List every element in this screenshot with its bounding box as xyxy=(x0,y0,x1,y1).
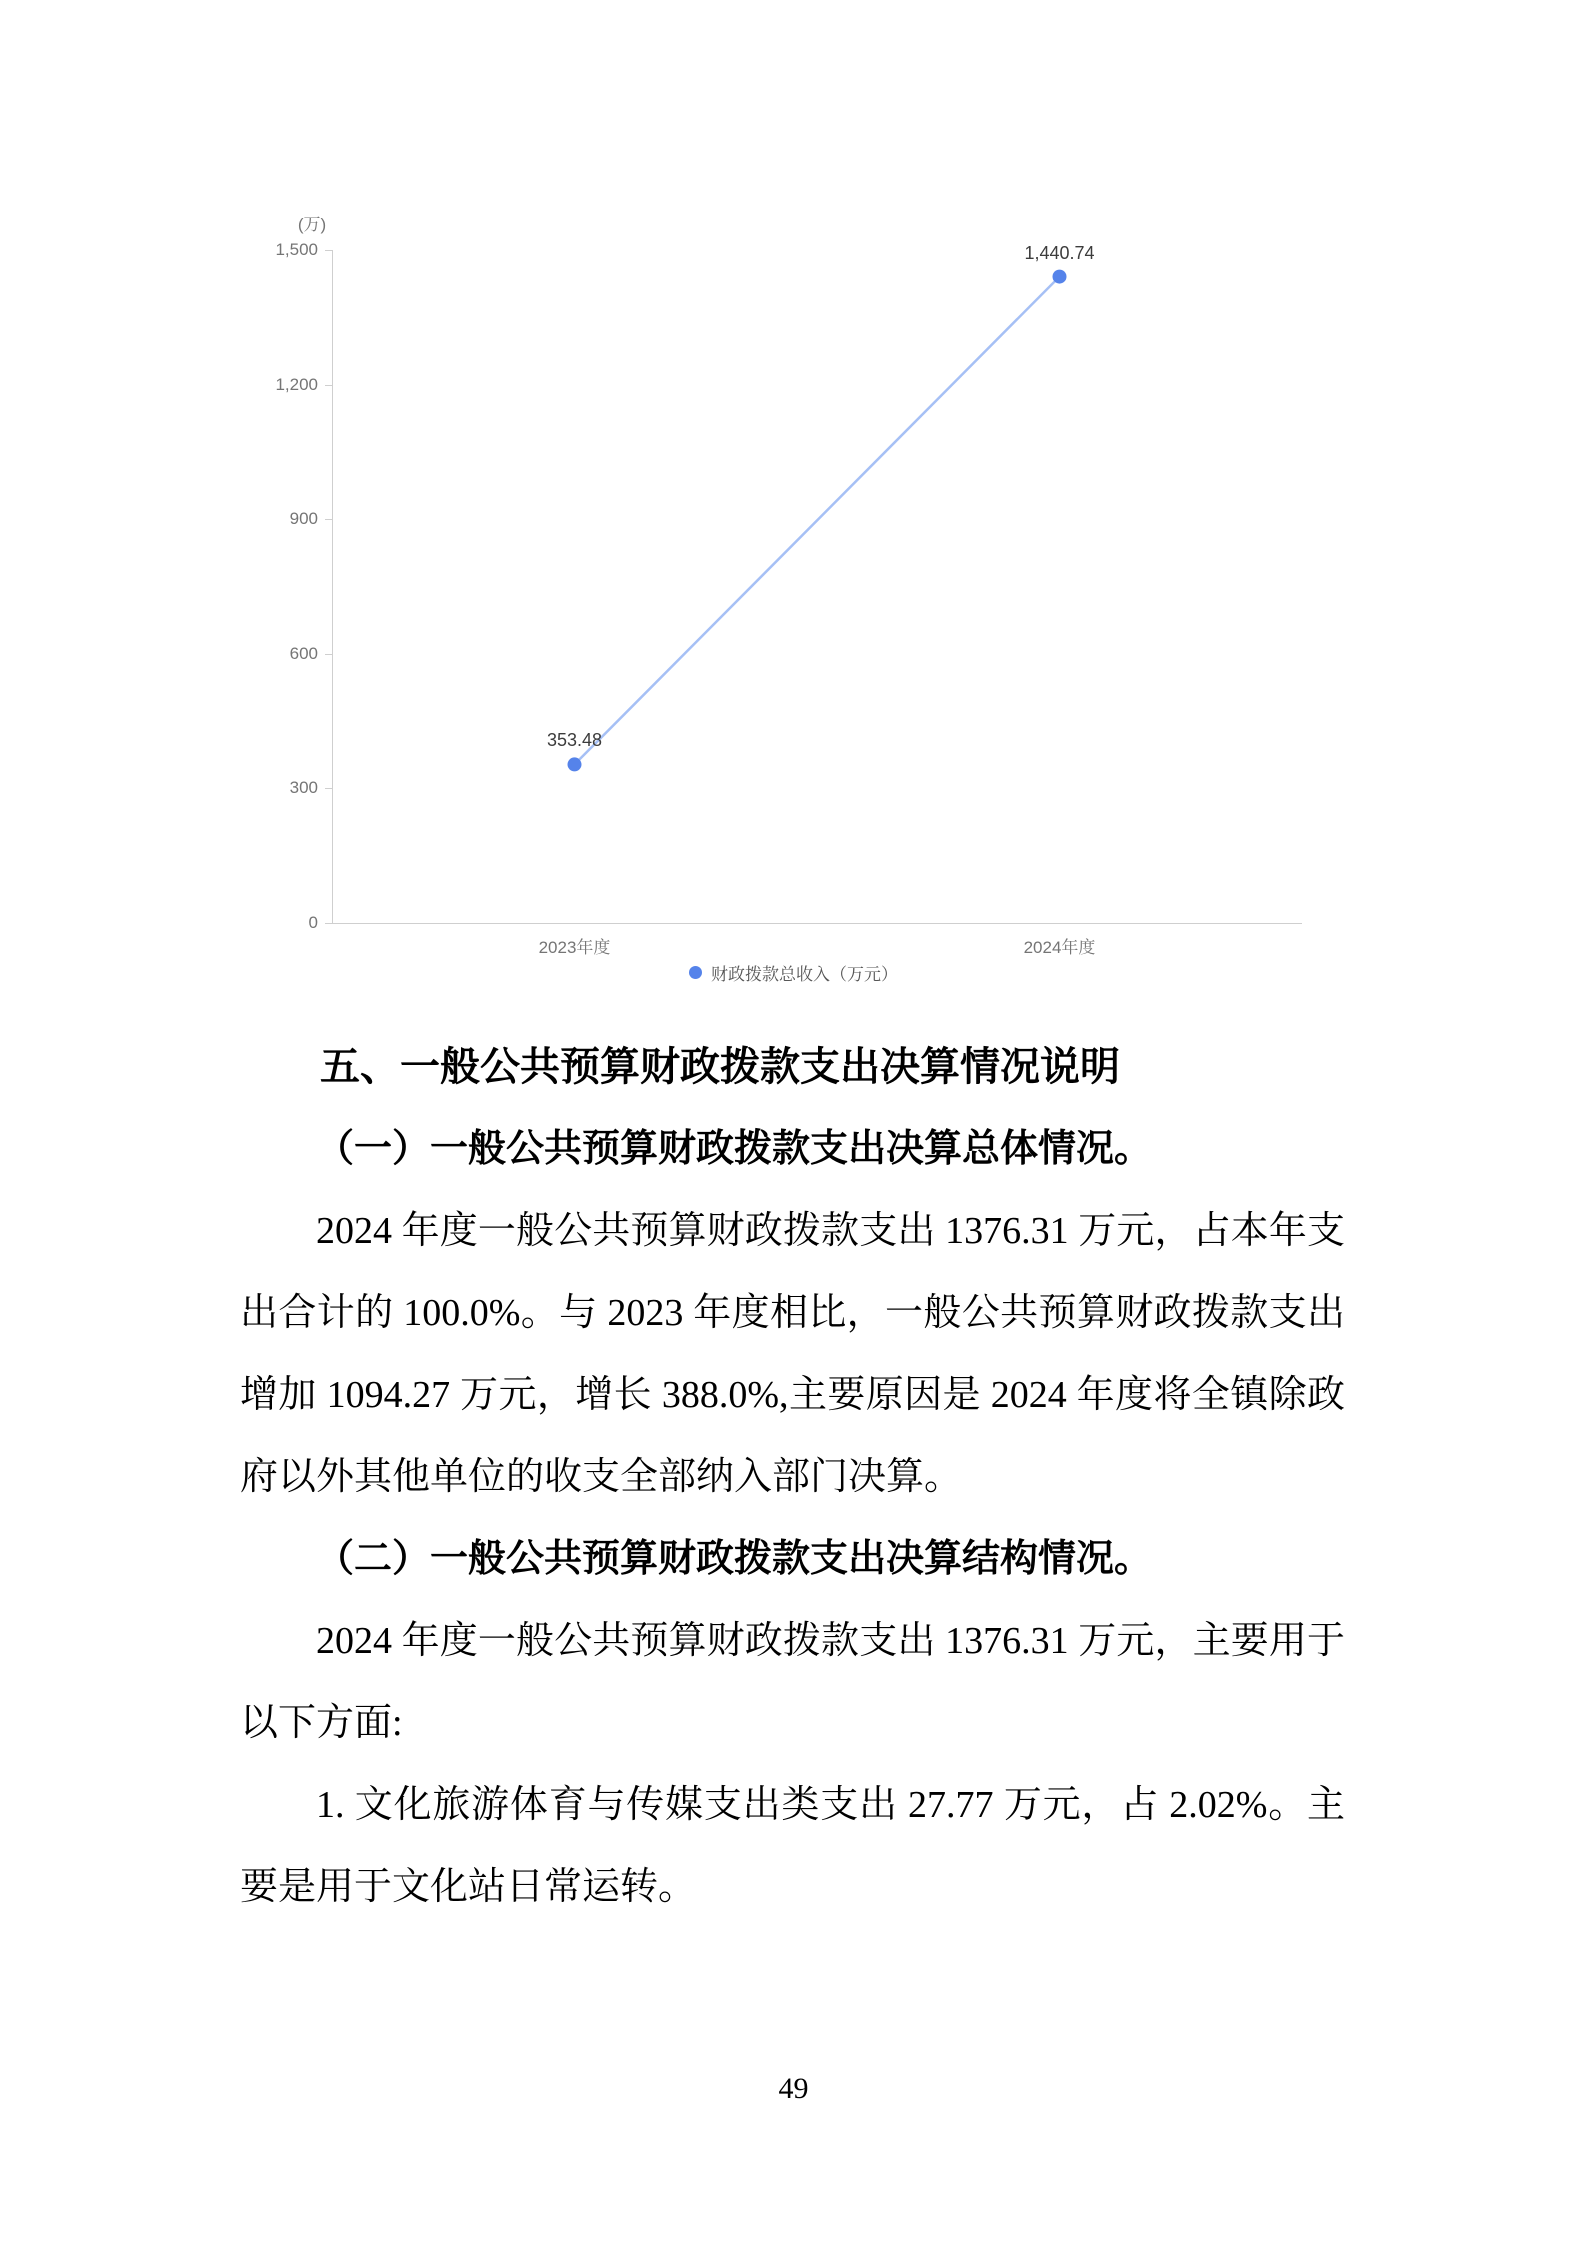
y-axis-tick-label: 600 xyxy=(289,643,318,663)
y-axis-unit-label: (万) xyxy=(297,215,327,234)
line-chart xyxy=(0,0,1587,1010)
legend-series-label: 财政拨款总收入（万元） xyxy=(711,965,898,984)
data-point-label: 1,440.74 xyxy=(1024,242,1095,263)
chart-plot-area xyxy=(332,250,1302,923)
y-axis-tick-label: 0 xyxy=(308,913,318,932)
y-axis-tick-mark xyxy=(325,654,332,655)
document-body xyxy=(240,1026,1345,1928)
y-axis-tick-label: 1,500 xyxy=(275,240,318,259)
series-line xyxy=(575,277,1060,765)
page-number: 49 xyxy=(778,2072,809,2105)
x-axis-category-label: 2024年度 xyxy=(1023,938,1096,957)
data-point-marker xyxy=(1053,270,1067,284)
paragraph-3: 1. 文化旅游体育与传媒支出类支出 27.77 万元，占 2.02%。主要是用于文化站日常运转。 xyxy=(240,1784,1345,1908)
section-heading: 五、一般公共预算财政拨款支出决算情况说明 xyxy=(320,1045,1120,1089)
data-point-label: 353.48 xyxy=(546,730,603,751)
y-axis-tick-mark xyxy=(325,519,332,520)
chart-legend xyxy=(0,960,1587,985)
paragraph-1: 2024 年度一般公共预算财政拨款支出 1376.31 万元，占本年支出合计的 100.0%。与 2023 年度相比，一般公共预算财政拨款支出增加 1094.27 万元，增长 388.0%,主要原因是 2024 年度将全镇除政府以外其他单位的收支全部纳入部门决算。 xyxy=(240,1210,1346,1498)
y-axis-tick-mark xyxy=(325,385,332,386)
x-axis-category-label: 2023年度 xyxy=(538,938,611,957)
data-point-marker xyxy=(568,757,582,771)
y-axis-tick-mark xyxy=(325,923,332,924)
y-axis-tick-label: 300 xyxy=(289,778,318,798)
y-axis-tick-label: 900 xyxy=(289,509,318,529)
legend-marker-icon xyxy=(689,966,702,979)
subsection-heading-1: （一）一般公共预算财政拨款支出决算总体情况。 xyxy=(316,1128,1153,1170)
y-axis-tick-mark xyxy=(325,788,332,789)
x-axis-line xyxy=(332,923,1302,924)
paragraph-2: 2024 年度一般公共预算财政拨款支出 1376.31 万元，主要用于以下方面: xyxy=(240,1620,1345,1744)
subsection-heading-2: （二）一般公共预算财政拨款支出决算结构情况。 xyxy=(316,1538,1153,1580)
y-axis-tick-label: 1,200 xyxy=(275,374,318,394)
y-axis-tick-mark xyxy=(325,250,332,251)
